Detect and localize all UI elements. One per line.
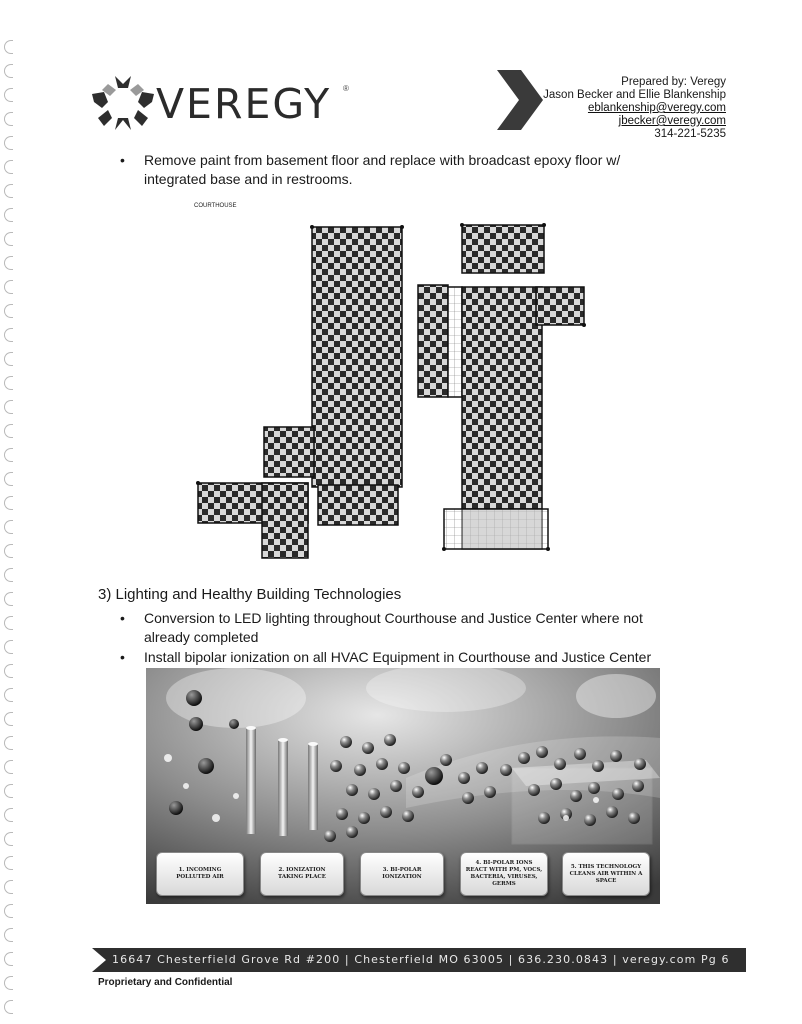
bullet-text: Remove paint from basement floor and replace with broadcast epoxy floor w/ integrated base and in restrooms.: [144, 152, 621, 187]
binding-ring: [4, 352, 13, 366]
binding-ring: [4, 208, 13, 222]
ion-particle: [518, 752, 530, 764]
binding-ring: [4, 376, 13, 390]
footer-address: 16647 Chesterfield Grove Rd #200 | Chesterfield MO 63005 | 636.230.0843 | veregy.com Pg 6: [112, 953, 730, 966]
binding-ring: [4, 592, 13, 606]
ion-particle: [570, 790, 582, 802]
ion-particle: [612, 788, 624, 800]
step-1-label: 1. INCOMING POLLUTED AIR: [156, 852, 244, 896]
prepared-by-block: [543, 76, 726, 141]
binding-ring: [4, 424, 13, 438]
binding-ring: [4, 544, 13, 558]
veregy-logo-icon: [88, 72, 158, 134]
binding-ring: [4, 832, 13, 846]
ion-particle: [398, 762, 410, 774]
contact-names: Jason Becker and Ellie Blankenship: [543, 89, 726, 101]
ion-particle: [324, 830, 336, 842]
ion-particle: [550, 778, 562, 790]
binding-ring: [4, 88, 13, 102]
ion-particle: [610, 750, 622, 762]
binding-ring: [4, 280, 13, 294]
binding-ring: [4, 136, 13, 150]
binding-ring: [4, 400, 13, 414]
binding-ring: [4, 328, 13, 342]
ion-particle: [536, 746, 548, 758]
ion-particle: [592, 760, 604, 772]
floor-plan-drawing: [190, 215, 610, 575]
binding-ring: [4, 808, 13, 822]
spiral-binding: [0, 0, 18, 1024]
binding-ring: [4, 616, 13, 630]
binding-ring: [4, 928, 13, 942]
binding-ring: [4, 40, 13, 54]
brand-name: VEREGY: [156, 80, 332, 128]
ion-particle: [554, 758, 566, 770]
binding-ring: [4, 712, 13, 726]
binding-ring: [4, 184, 13, 198]
ion-particle: [402, 810, 414, 822]
binding-ring: [4, 496, 13, 510]
binding-ring: [4, 1000, 13, 1014]
bullet-dot: •: [120, 610, 125, 626]
bullet-dot: •: [120, 152, 125, 168]
ion-particle: [412, 786, 424, 798]
bullet-dot: •: [120, 649, 125, 665]
ion-particle: [606, 806, 618, 818]
phone-number: 314-221-5235: [654, 128, 726, 140]
ion-particle: [584, 814, 596, 826]
ion-particle: [390, 780, 402, 792]
ion-particle: [368, 788, 380, 800]
binding-ring: [4, 688, 13, 702]
ion-particle: [528, 784, 540, 796]
binding-ring: [4, 472, 13, 486]
ion-particle: [462, 792, 474, 804]
section-title: 3) Lighting and Healthy Building Technologies: [98, 586, 402, 603]
ion-particle: [346, 826, 358, 838]
step-3-label: 3. BI-POLAR IONIZATION: [360, 852, 444, 896]
ion-particle: [500, 764, 512, 776]
binding-ring: [4, 448, 13, 462]
binding-ring: [4, 760, 13, 774]
ion-particle: [362, 742, 374, 754]
ion-particle: [632, 780, 644, 792]
confidential-notice: Proprietary and Confidential: [98, 977, 233, 988]
ion-particle: [574, 748, 586, 760]
binding-ring: [4, 904, 13, 918]
bullet-text: Install bipolar ionization on all HVAC Equipment in Courthouse and Justice Center: [144, 649, 652, 665]
ion-particle: [376, 758, 388, 770]
ion-particle: [384, 734, 396, 746]
step-4-label: 4. BI-POLAR IONS REACT WITH PM, VOCS, BACTERIA, VIRUSES, GERMS: [460, 852, 548, 896]
binding-ring: [4, 520, 13, 534]
ion-particle: [588, 782, 600, 794]
email-link-2[interactable]: jbecker@veregy.com: [618, 115, 726, 127]
plan-label: COURTHOUSE: [194, 203, 237, 209]
ion-particle: [340, 736, 352, 748]
footer-arrow-notch: [92, 948, 106, 972]
ion-particle: [458, 772, 470, 784]
binding-ring: [4, 160, 13, 174]
binding-ring: [4, 664, 13, 678]
ion-particle: [634, 758, 646, 770]
binding-ring: [4, 952, 13, 966]
binding-ring: [4, 640, 13, 654]
binding-ring: [4, 64, 13, 78]
binding-ring: [4, 736, 13, 750]
step-2-label: 2. IONIZATION TAKING PLACE: [260, 852, 344, 896]
chevron-right-icon: [497, 70, 543, 130]
binding-ring: [4, 256, 13, 270]
ion-particle: [628, 812, 640, 824]
email-link-1[interactable]: eblankenship@veregy.com: [587, 102, 726, 114]
binding-ring: [4, 880, 13, 894]
binding-ring: [4, 976, 13, 990]
step-5-label: 5. THIS TECHNOLOGY CLEANS AIR WITHIN A SPACE: [562, 852, 650, 896]
registered-mark: ®: [343, 84, 349, 93]
binding-ring: [4, 112, 13, 126]
ion-particle: [380, 806, 392, 818]
prepared-by: Prepared by: Veregy: [621, 76, 726, 88]
ion-particle: [440, 754, 452, 766]
ion-particle: [354, 764, 366, 776]
ion-particle: [330, 760, 342, 772]
binding-ring: [4, 232, 13, 246]
binding-ring: [4, 856, 13, 870]
ion-particle: [336, 808, 348, 820]
ion-particle: [476, 762, 488, 774]
ion-particle: [346, 784, 358, 796]
bullet-text: Conversion to LED lighting throughout Courthouse and Justice Center where not already completed: [144, 610, 643, 645]
ion-particle: [538, 812, 550, 824]
ion-particle: [358, 812, 370, 824]
binding-ring: [4, 784, 13, 798]
ion-particle: [484, 786, 496, 798]
binding-ring: [4, 568, 13, 582]
binding-ring: [4, 304, 13, 318]
